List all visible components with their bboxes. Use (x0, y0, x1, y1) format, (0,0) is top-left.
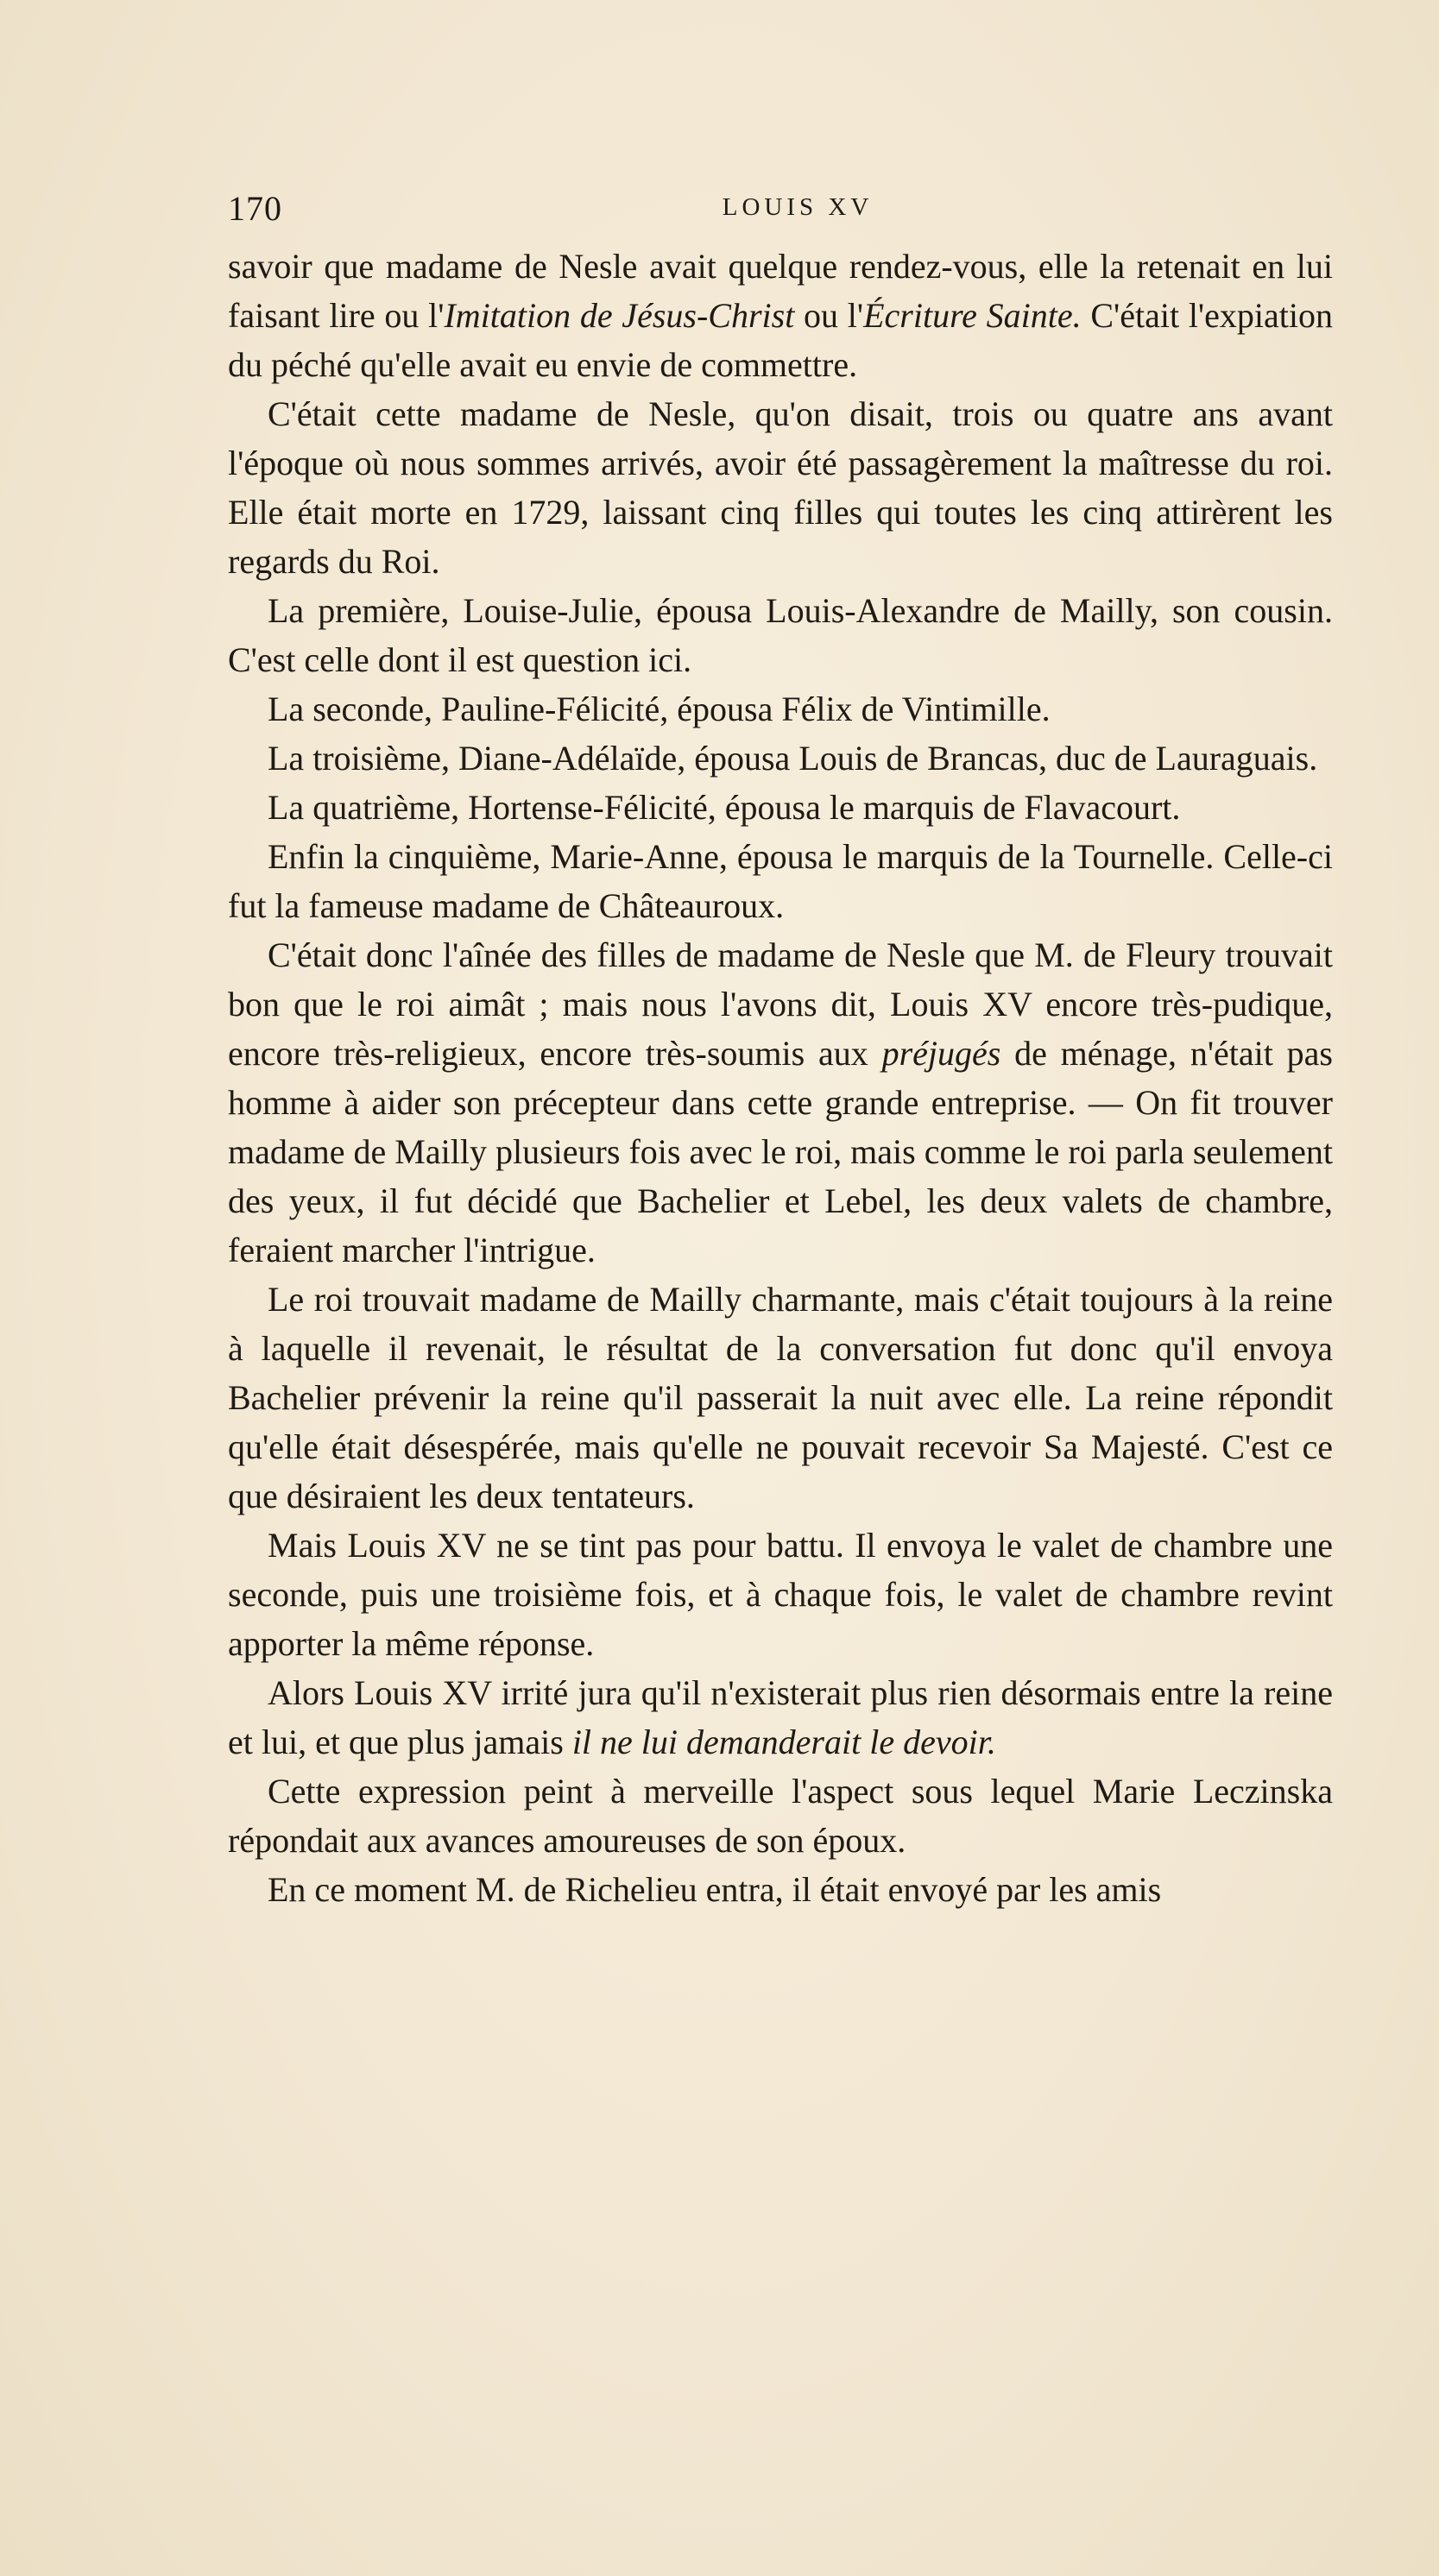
paragraph-3 (228, 586, 1333, 684)
text-segment: C'était l'expiation du péché qu'elle avait eu envie de commettre. (228, 296, 1333, 384)
paragraph-7 (228, 832, 1333, 930)
text-segment: La seconde, Pauline-Félicité, épousa Félix de Vintimille. (268, 690, 1051, 728)
text-segment: Le roi trouvait madame de Mailly charmante, mais c'était toujours à la reine à laquelle il revenait, le résultat de la conversation fut donc qu'il envoya Bachelier prévenir la reine qu'il passerait la nuit avec elle. La reine répondit qu'elle était désespérée, mais qu'elle ne pouvait recevoir Sa Majesté. C'est ce que désiraient les deux tentateurs. (228, 1280, 1333, 1515)
italic-word: préjugés (881, 1034, 1001, 1073)
text-segment: savoir que madame de Nesle avait quelque rendez-vous, elle la retenait en lui faisant lire ou l' (228, 247, 1333, 335)
paragraph-8 (228, 930, 1333, 1275)
text-segment: de ménage, n'était pas homme à aider son précepteur dans cette grande entreprise. — On fit trouver madame de Mailly plusieurs fois avec le roi, mais comme le roi parla seulement des yeux, il fut décidé que Bachelier et Lebel, les deux valets de chambre, feraient marcher l'intrigue. (228, 1034, 1333, 1269)
text-segment: La première, Louise-Julie, épousa Louis-Alexandre de Mailly, son cousin. C'est celle dont il est question ici. (228, 591, 1333, 679)
text-segment: Alors Louis XV irrité jura qu'il n'existerait plus rien désormais entre la reine et lui, et que plus jamais (228, 1673, 1333, 1761)
body-text (228, 242, 1333, 1914)
running-head (228, 188, 1333, 231)
running-title: LOUIS XV (722, 193, 874, 221)
paragraph-1 (228, 242, 1333, 389)
paragraph-10 (228, 1521, 1333, 1668)
paragraph-5 (228, 734, 1333, 783)
italic-title: Imitation de Jésus-Christ (444, 296, 795, 335)
italic-quote: il ne lui demanderait le devoir. (571, 1723, 996, 1761)
paragraph-4 (228, 684, 1333, 734)
paragraph-11 (228, 1668, 1333, 1767)
paragraph-2 (228, 389, 1333, 586)
text-segment: La quatrième, Hortense-Félicité, épousa le marquis de Flavacourt. (268, 788, 1181, 827)
paragraph-12 (228, 1767, 1333, 1865)
paragraph-13 (228, 1865, 1333, 1914)
text-segment: Cette expression peint à merveille l'aspect sous lequel Marie Leczinska répondait aux avances amoureuses de son époux. (228, 1772, 1333, 1860)
paragraph-6 (228, 783, 1333, 832)
page-number: 170 (228, 189, 282, 228)
text-segment: C'était cette madame de Nesle, qu'on disait, trois ou quatre ans avant l'époque où nous sommes arrivés, avoir été passagèrement la maîtresse du roi. Elle était morte en 1729, laissant cinq filles qui toutes les cinq attirèrent les regards du Roi. (228, 394, 1333, 581)
text-segment: La troisième, Diane-Adélaïde, épousa Louis de Brancas, duc de Lauraguais. (268, 739, 1318, 778)
text-segment: ou l' (794, 296, 864, 335)
paragraph-9 (228, 1275, 1333, 1521)
italic-title: Écriture Sainte. (863, 296, 1082, 335)
text-segment: Enfin la cinquième, Marie-Anne, épousa le marquis de la Tournelle. Celle-ci fut la fameuse madame de Châteauroux. (228, 837, 1333, 925)
text-segment: En ce moment M. de Richelieu entra, il était envoyé par les amis (268, 1870, 1162, 1909)
text-segment: Mais Louis XV ne se tint pas pour battu. Il envoya le valet de chambre une seconde, puis une troisième fois, et à chaque fois, le valet de chambre revint apporter la même réponse. (228, 1526, 1333, 1663)
text-segment: C'était donc l'aînée des filles de madame de Nesle que M. de Fleury trouvait bon que le roi aimât ; mais nous l'avons dit, Louis XV encore très-pudique, encore très-religieux, encore très-soumis aux (228, 935, 1333, 1073)
